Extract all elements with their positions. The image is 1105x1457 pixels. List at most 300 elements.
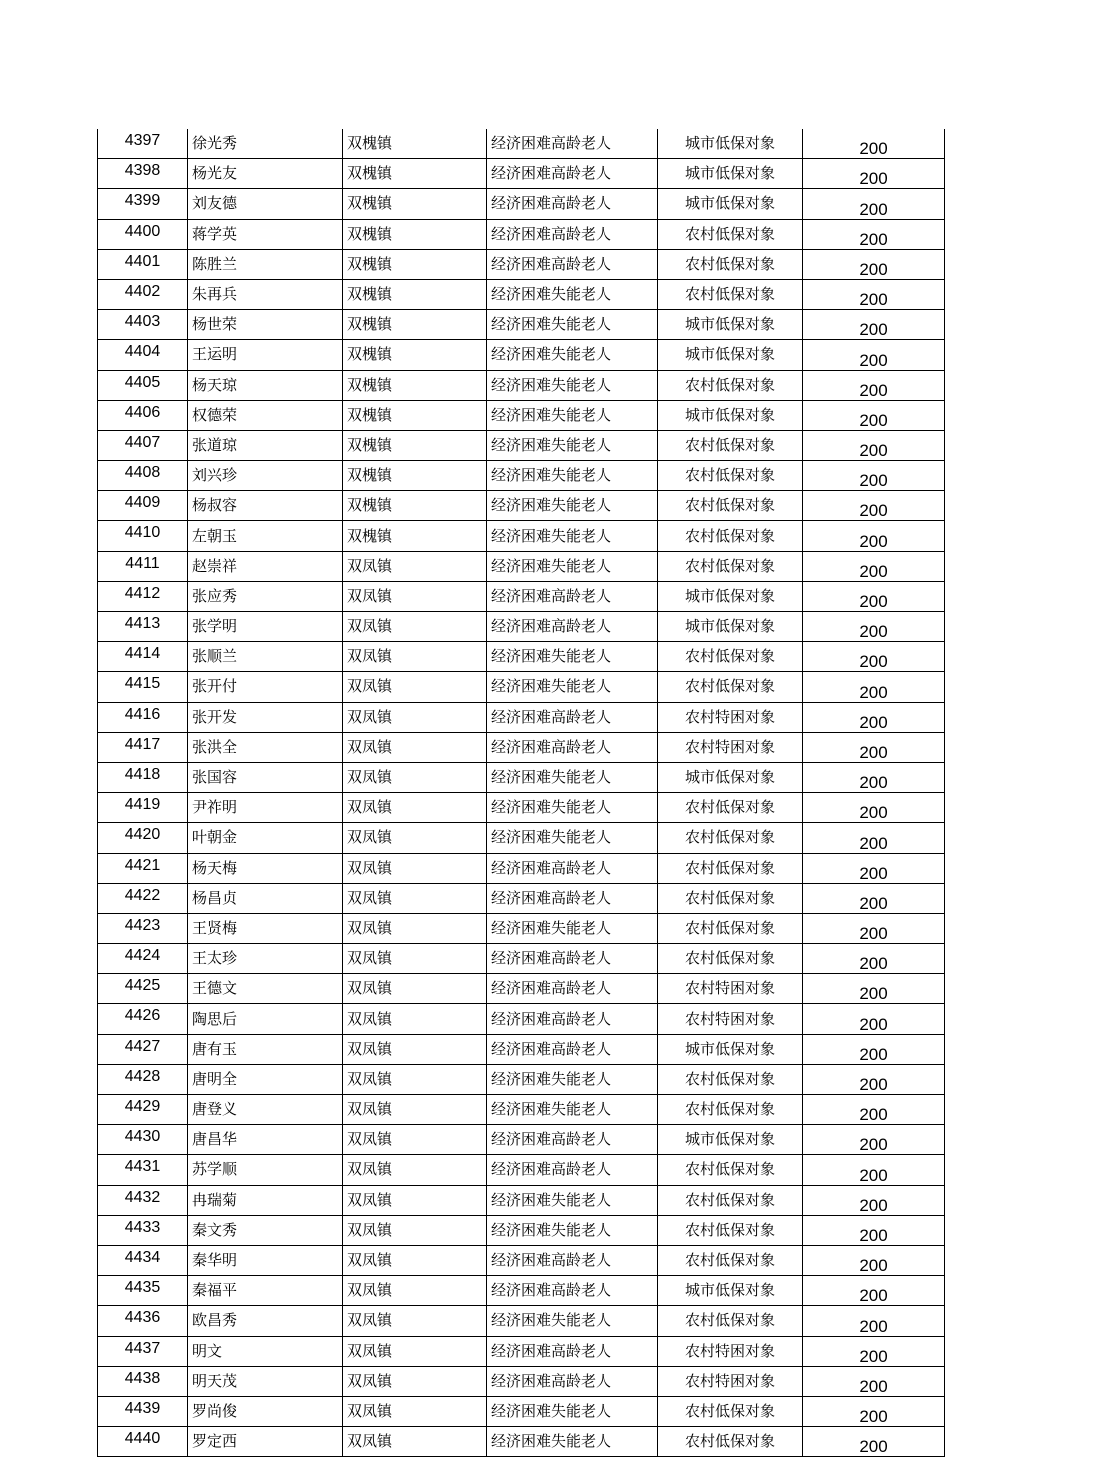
row-number-cell: 4412 [98,581,188,611]
category-cell: 经济困难高龄老人 [487,1336,658,1366]
town-cell: 双凤镇 [343,581,487,611]
category-cell: 经济困难失能老人 [487,913,658,943]
recipient-type-cell: 城市低保对象 [658,159,803,189]
name-cell: 张国容 [188,762,343,792]
recipient-type-cell: 农村低保对象 [658,1155,803,1185]
recipient-type-cell: 城市低保对象 [658,310,803,340]
row-number-cell: 4407 [98,430,188,460]
row-number-cell: 4429 [98,1095,188,1125]
row-number-cell: 4422 [98,883,188,913]
table-row [98,732,945,762]
recipient-type-cell: 农村特困对象 [658,1366,803,1396]
name-cell: 唐明全 [188,1064,343,1094]
table-row [98,1306,945,1336]
category-cell: 经济困难失能老人 [487,672,658,702]
table-row [98,913,945,943]
row-number-cell: 4413 [98,612,188,642]
category-cell: 经济困难失能老人 [487,400,658,430]
category-cell: 经济困难失能老人 [487,1396,658,1426]
row-number-cell: 4426 [98,1004,188,1034]
town-cell: 双凤镇 [343,793,487,823]
town-cell: 双凤镇 [343,1004,487,1034]
category-cell: 经济困难失能老人 [487,521,658,551]
table-row [98,823,945,853]
recipient-type-cell: 城市低保对象 [658,581,803,611]
table-body [98,129,945,1457]
town-cell: 双凤镇 [343,1155,487,1185]
amount-cell: 200 [803,1125,945,1155]
table-row [98,461,945,491]
recipient-type-cell: 城市低保对象 [658,762,803,792]
town-cell: 双槐镇 [343,461,487,491]
amount-cell: 200 [803,612,945,642]
town-cell: 双凤镇 [343,1276,487,1306]
amount-cell: 200 [803,762,945,792]
name-cell: 王贤梅 [188,913,343,943]
category-cell: 经济困难失能老人 [487,1095,658,1125]
town-cell: 双凤镇 [343,1125,487,1155]
town-cell: 双槐镇 [343,310,487,340]
amount-cell: 200 [803,400,945,430]
row-number-cell: 4399 [98,189,188,219]
name-cell: 唐登义 [188,1095,343,1125]
town-cell: 双凤镇 [343,732,487,762]
category-cell: 经济困难高龄老人 [487,702,658,732]
table-row [98,1064,945,1094]
table-row [98,310,945,340]
town-cell: 双槐镇 [343,370,487,400]
table-row [98,702,945,732]
table-row [98,672,945,702]
amount-cell: 200 [803,1427,945,1457]
row-number-cell: 4435 [98,1276,188,1306]
category-cell: 经济困难失能老人 [487,551,658,581]
category-cell: 经济困难高龄老人 [487,189,658,219]
row-number-cell: 4419 [98,793,188,823]
category-cell: 经济困难失能老人 [487,461,658,491]
row-number-cell: 4437 [98,1336,188,1366]
amount-cell: 200 [803,823,945,853]
name-cell: 蒋学英 [188,219,343,249]
table-row [98,1336,945,1366]
table-row [98,853,945,883]
name-cell: 张洪全 [188,732,343,762]
amount-cell: 200 [803,702,945,732]
amount-cell: 200 [803,129,945,159]
row-number-cell: 4425 [98,974,188,1004]
town-cell: 双凤镇 [343,551,487,581]
amount-cell: 200 [803,1276,945,1306]
table-row [98,129,945,159]
row-number-cell: 4403 [98,310,188,340]
town-cell: 双凤镇 [343,1034,487,1064]
town-cell: 双槐镇 [343,521,487,551]
table-row [98,944,945,974]
name-cell: 明天茂 [188,1366,343,1396]
amount-cell: 200 [803,1155,945,1185]
recipient-type-cell: 城市低保对象 [658,612,803,642]
recipient-type-cell: 农村低保对象 [658,1245,803,1275]
table-row [98,612,945,642]
name-cell: 杨昌贞 [188,883,343,913]
category-cell: 经济困难高龄老人 [487,612,658,642]
recipient-type-cell: 农村特困对象 [658,732,803,762]
town-cell: 双凤镇 [343,913,487,943]
recipient-type-cell: 农村低保对象 [658,249,803,279]
recipient-type-cell: 农村低保对象 [658,1427,803,1457]
row-number-cell: 4432 [98,1185,188,1215]
row-number-cell: 4401 [98,249,188,279]
category-cell: 经济困难失能老人 [487,279,658,309]
town-cell: 双凤镇 [343,642,487,672]
table-row [98,762,945,792]
category-cell: 经济困难高龄老人 [487,219,658,249]
category-cell: 经济困难失能老人 [487,340,658,370]
row-number-cell: 4427 [98,1034,188,1064]
row-number-cell: 4410 [98,521,188,551]
amount-cell: 200 [803,1396,945,1426]
name-cell: 杨世荣 [188,310,343,340]
table-row [98,1125,945,1155]
town-cell: 双凤镇 [343,974,487,1004]
category-cell: 经济困难失能老人 [487,823,658,853]
recipient-type-cell: 农村低保对象 [658,1396,803,1426]
town-cell: 双槐镇 [343,129,487,159]
table-row [98,340,945,370]
category-cell: 经济困难高龄老人 [487,974,658,1004]
row-number-cell: 4404 [98,340,188,370]
table-row [98,642,945,672]
recipient-type-cell: 城市低保对象 [658,400,803,430]
amount-cell: 200 [803,1095,945,1125]
category-cell: 经济困难失能老人 [487,1185,658,1215]
amount-cell: 200 [803,1064,945,1094]
name-cell: 明文 [188,1336,343,1366]
town-cell: 双凤镇 [343,883,487,913]
name-cell: 王德文 [188,974,343,1004]
name-cell: 张开付 [188,672,343,702]
name-cell: 尹祚明 [188,793,343,823]
recipient-type-cell: 农村低保对象 [658,913,803,943]
table-row [98,491,945,521]
category-cell: 经济困难失能老人 [487,642,658,672]
amount-cell: 200 [803,551,945,581]
row-number-cell: 4430 [98,1125,188,1155]
name-cell: 冉瑞菊 [188,1185,343,1215]
amount-cell: 200 [803,672,945,702]
recipient-type-cell: 农村低保对象 [658,944,803,974]
name-cell: 刘兴珍 [188,461,343,491]
town-cell: 双凤镇 [343,1095,487,1125]
row-number-cell: 4405 [98,370,188,400]
table-row [98,793,945,823]
category-cell: 经济困难失能老人 [487,430,658,460]
recipient-type-cell: 农村低保对象 [658,1215,803,1245]
town-cell: 双凤镇 [343,853,487,883]
row-number-cell: 4402 [98,279,188,309]
amount-cell: 200 [803,1185,945,1215]
amount-cell: 200 [803,249,945,279]
recipient-type-cell: 城市低保对象 [658,340,803,370]
table-row [98,249,945,279]
amount-cell: 200 [803,310,945,340]
name-cell: 张道琼 [188,430,343,460]
amount-cell: 200 [803,793,945,823]
category-cell: 经济困难高龄老人 [487,1245,658,1275]
table-row [98,400,945,430]
name-cell: 欧昌秀 [188,1306,343,1336]
category-cell: 经济困难高龄老人 [487,732,658,762]
amount-cell: 200 [803,1004,945,1034]
name-cell: 唐有玉 [188,1034,343,1064]
name-cell: 罗定西 [188,1427,343,1457]
category-cell: 经济困难高龄老人 [487,853,658,883]
row-number-cell: 4431 [98,1155,188,1185]
category-cell: 经济困难高龄老人 [487,1125,658,1155]
table-row [98,1276,945,1306]
amount-cell: 200 [803,189,945,219]
category-cell: 经济困难高龄老人 [487,1034,658,1064]
town-cell: 双槐镇 [343,279,487,309]
category-cell: 经济困难高龄老人 [487,1366,658,1396]
name-cell: 刘友德 [188,189,343,219]
category-cell: 经济困难失能老人 [487,310,658,340]
category-cell: 经济困难高龄老人 [487,1004,658,1034]
beneficiary-table [97,129,945,1457]
table-row [98,551,945,581]
table-row [98,581,945,611]
amount-cell: 200 [803,581,945,611]
recipient-type-cell: 农村低保对象 [658,279,803,309]
name-cell: 罗尚俊 [188,1396,343,1426]
row-number-cell: 4424 [98,944,188,974]
town-cell: 双槐镇 [343,159,487,189]
town-cell: 双凤镇 [343,1427,487,1457]
table-row [98,189,945,219]
town-cell: 双凤镇 [343,1215,487,1245]
town-cell: 双凤镇 [343,1064,487,1094]
recipient-type-cell: 城市低保对象 [658,1034,803,1064]
name-cell: 张学明 [188,612,343,642]
row-number-cell: 4398 [98,159,188,189]
town-cell: 双槐镇 [343,219,487,249]
town-cell: 双槐镇 [343,189,487,219]
recipient-type-cell: 农村特困对象 [658,1004,803,1034]
town-cell: 双槐镇 [343,400,487,430]
table-row [98,1185,945,1215]
row-number-cell: 4418 [98,762,188,792]
name-cell: 杨光友 [188,159,343,189]
recipient-type-cell: 农村低保对象 [658,823,803,853]
name-cell: 王太珍 [188,944,343,974]
amount-cell: 200 [803,370,945,400]
recipient-type-cell: 农村特困对象 [658,974,803,1004]
town-cell: 双凤镇 [343,1306,487,1336]
category-cell: 经济困难失能老人 [487,1064,658,1094]
recipient-type-cell: 农村低保对象 [658,883,803,913]
name-cell: 陶思后 [188,1004,343,1034]
town-cell: 双槐镇 [343,340,487,370]
category-cell: 经济困难高龄老人 [487,159,658,189]
amount-cell: 200 [803,1245,945,1275]
table-row [98,521,945,551]
name-cell: 叶朝金 [188,823,343,853]
recipient-type-cell: 城市低保对象 [658,1125,803,1155]
row-number-cell: 4433 [98,1215,188,1245]
amount-cell: 200 [803,340,945,370]
table-row [98,1095,945,1125]
row-number-cell: 4417 [98,732,188,762]
name-cell: 秦福平 [188,1276,343,1306]
recipient-type-cell: 农村低保对象 [658,430,803,460]
recipient-type-cell: 城市低保对象 [658,129,803,159]
amount-cell: 200 [803,521,945,551]
row-number-cell: 4439 [98,1396,188,1426]
table-row [98,370,945,400]
category-cell: 经济困难高龄老人 [487,249,658,279]
row-number-cell: 4415 [98,672,188,702]
recipient-type-cell: 农村低保对象 [658,1064,803,1094]
town-cell: 双凤镇 [343,1396,487,1426]
amount-cell: 200 [803,642,945,672]
town-cell: 双凤镇 [343,1336,487,1366]
recipient-type-cell: 农村低保对象 [658,793,803,823]
amount-cell: 200 [803,461,945,491]
town-cell: 双凤镇 [343,1245,487,1275]
amount-cell: 200 [803,430,945,460]
town-cell: 双凤镇 [343,672,487,702]
table-row [98,430,945,460]
amount-cell: 200 [803,159,945,189]
town-cell: 双凤镇 [343,823,487,853]
table-row [98,974,945,1004]
amount-cell: 200 [803,279,945,309]
name-cell: 秦华明 [188,1245,343,1275]
row-number-cell: 4428 [98,1064,188,1094]
row-number-cell: 4400 [98,219,188,249]
recipient-type-cell: 农村低保对象 [658,461,803,491]
amount-cell: 200 [803,491,945,521]
name-cell: 赵崇祥 [188,551,343,581]
row-number-cell: 4421 [98,853,188,883]
category-cell: 经济困难高龄老人 [487,883,658,913]
recipient-type-cell: 农村低保对象 [658,219,803,249]
row-number-cell: 4411 [98,551,188,581]
row-number-cell: 4416 [98,702,188,732]
category-cell: 经济困难高龄老人 [487,129,658,159]
name-cell: 张应秀 [188,581,343,611]
row-number-cell: 4406 [98,400,188,430]
recipient-type-cell: 城市低保对象 [658,1276,803,1306]
name-cell: 张顺兰 [188,642,343,672]
recipient-type-cell: 农村低保对象 [658,370,803,400]
town-cell: 双凤镇 [343,702,487,732]
table-row [98,1427,945,1457]
amount-cell: 200 [803,974,945,1004]
name-cell: 徐光秀 [188,129,343,159]
amount-cell: 200 [803,219,945,249]
amount-cell: 200 [803,1306,945,1336]
row-number-cell: 4414 [98,642,188,672]
category-cell: 经济困难高龄老人 [487,944,658,974]
name-cell: 陈胜兰 [188,249,343,279]
town-cell: 双凤镇 [343,1366,487,1396]
town-cell: 双凤镇 [343,944,487,974]
name-cell: 杨天琼 [188,370,343,400]
row-number-cell: 4440 [98,1427,188,1457]
recipient-type-cell: 农村低保对象 [658,491,803,521]
amount-cell: 200 [803,944,945,974]
category-cell: 经济困难失能老人 [487,1215,658,1245]
name-cell: 权德荣 [188,400,343,430]
amount-cell: 200 [803,1366,945,1396]
town-cell: 双槐镇 [343,430,487,460]
town-cell: 双凤镇 [343,1185,487,1215]
table-row [98,1215,945,1245]
table-row [98,1004,945,1034]
amount-cell: 200 [803,853,945,883]
recipient-type-cell: 农村低保对象 [658,853,803,883]
amount-cell: 200 [803,1034,945,1064]
table-row [98,1366,945,1396]
amount-cell: 200 [803,1215,945,1245]
recipient-type-cell: 农村低保对象 [658,1095,803,1125]
name-cell: 杨天梅 [188,853,343,883]
town-cell: 双槐镇 [343,249,487,279]
row-number-cell: 4397 [98,129,188,159]
name-cell: 左朝玉 [188,521,343,551]
amount-cell: 200 [803,883,945,913]
recipient-type-cell: 农村低保对象 [658,551,803,581]
category-cell: 经济困难失能老人 [487,793,658,823]
category-cell: 经济困难高龄老人 [487,1276,658,1306]
category-cell: 经济困难高龄老人 [487,1155,658,1185]
table-row [98,159,945,189]
row-number-cell: 4436 [98,1306,188,1336]
category-cell: 经济困难失能老人 [487,1427,658,1457]
name-cell: 张开发 [188,702,343,732]
recipient-type-cell: 农村低保对象 [658,1306,803,1336]
recipient-type-cell: 农村低保对象 [658,672,803,702]
amount-cell: 200 [803,732,945,762]
row-number-cell: 4420 [98,823,188,853]
amount-cell: 200 [803,913,945,943]
name-cell: 杨叔容 [188,491,343,521]
name-cell: 秦文秀 [188,1215,343,1245]
row-number-cell: 4434 [98,1245,188,1275]
recipient-type-cell: 农村低保对象 [658,1185,803,1215]
category-cell: 经济困难失能老人 [487,491,658,521]
name-cell: 苏学顺 [188,1155,343,1185]
category-cell: 经济困难失能老人 [487,762,658,792]
table-row [98,1034,945,1064]
category-cell: 经济困难失能老人 [487,370,658,400]
row-number-cell: 4438 [98,1366,188,1396]
row-number-cell: 4408 [98,461,188,491]
recipient-type-cell: 农村特困对象 [658,702,803,732]
name-cell: 朱再兵 [188,279,343,309]
town-cell: 双槐镇 [343,491,487,521]
table-row [98,1155,945,1185]
row-number-cell: 4423 [98,913,188,943]
town-cell: 双凤镇 [343,762,487,792]
name-cell: 王运明 [188,340,343,370]
recipient-type-cell: 农村低保对象 [658,521,803,551]
amount-cell: 200 [803,1336,945,1366]
recipient-type-cell: 农村低保对象 [658,642,803,672]
table-row [98,1396,945,1426]
recipient-type-cell: 农村特困对象 [658,1336,803,1366]
